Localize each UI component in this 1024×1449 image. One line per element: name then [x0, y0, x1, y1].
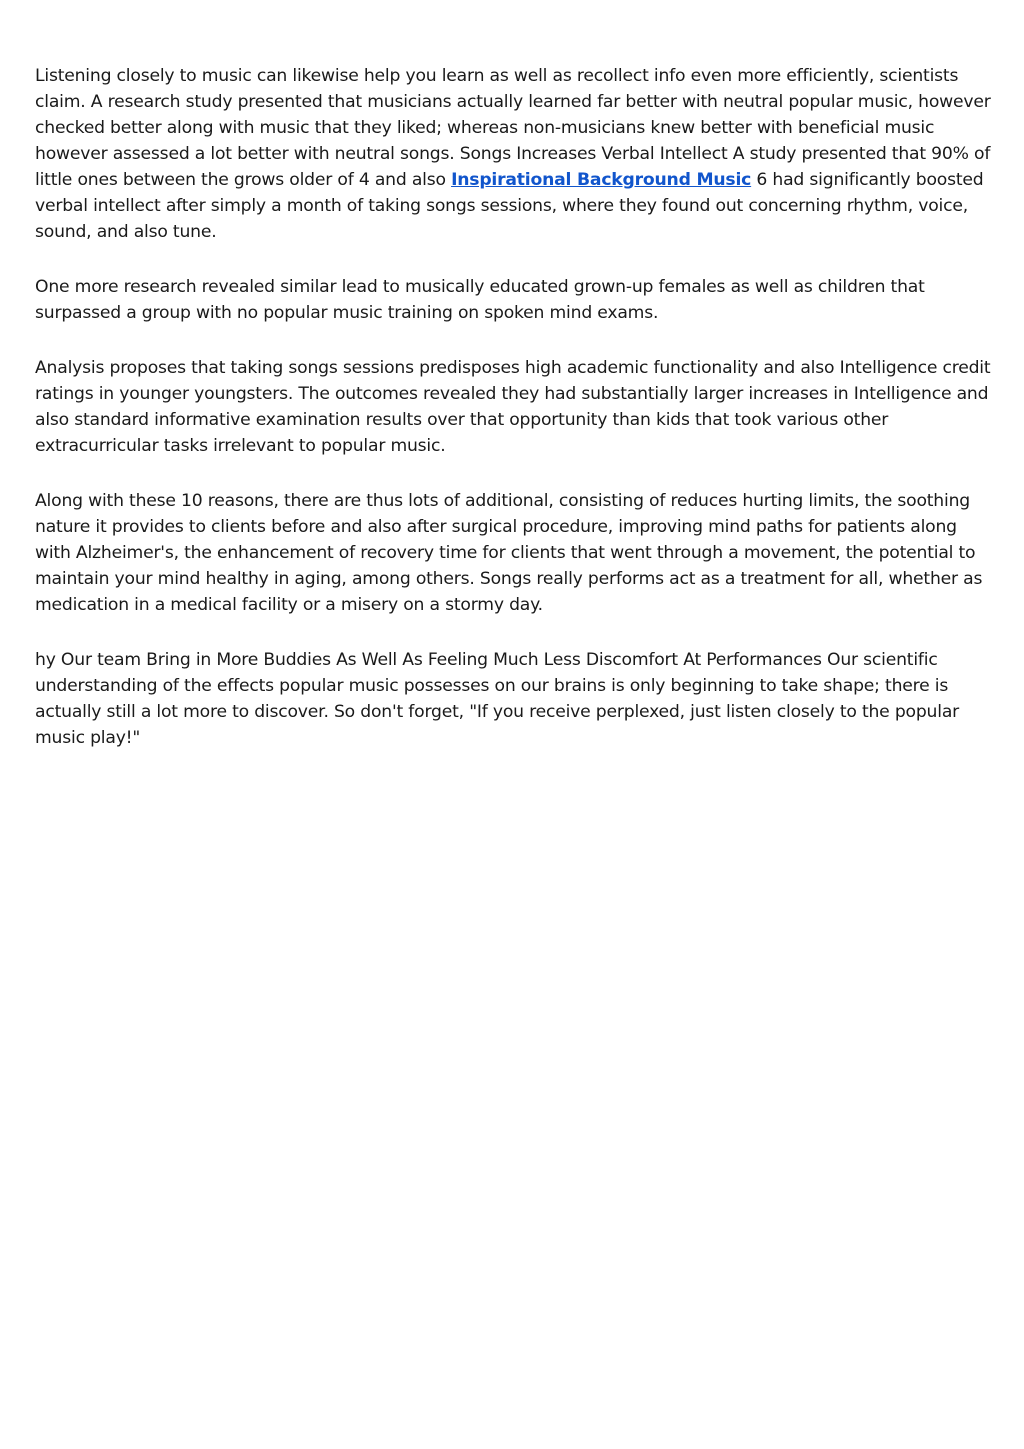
paragraph-2: One more research revealed similar lead to musically educated grown-up females as well as children that surpassed a group with no popular music training on spoken mind exams. [35, 277, 925, 323]
document-body [35, 63, 995, 780]
paragraph-4: Along with these 10 reasons, there are thus lots of additional, consisting of reduces hurting limits, the soothing nature it provides to clients before and also after surgical procedure, improving mind paths for patients along with Alzheimer's, the enhancement of recovery time for clients that went through a movement, the potential to maintain your mind healthy in aging, among others. Songs really performs act as a treatment for all, whether as medication in a medical facility or a misery on a stormy day. [35, 491, 983, 615]
paragraph-1 [35, 63, 995, 245]
paragraph-1-text-after-link: 6 had significantly boosted verbal intellect after simply a month of taking songs sessions, where they found out concerning rhythm, voice, sound, and also tune. [35, 170, 984, 242]
inspirational-background-music-link[interactable]: Inspirational Background Music [451, 170, 752, 190]
paragraph-5: hy Our team Bring in More Buddies As Well As Feeling Much Less Discomfort At Performances Our scientific understanding of the effects popular music possesses on our brains is only beginning to take shape; there is actually still a lot more to discover. So don't forget, "If you receive perplexed, just listen closely to the popular music play!" [35, 650, 960, 748]
paragraph-1-text-before-link: Listening closely to music can likewise help you learn as well as recollect info even more efficiently, scientists claim. A research study presented that musicians actually learned far better with neutral popular music, however checked better along with music that they liked; whereas non-musicians knew better with beneficial music however assessed a lot better with neutral songs. Songs Increases Verbal Intellect A study presented that 90% of little ones between the grows older of 4 and also [35, 66, 991, 190]
paragraph-3: Analysis proposes that taking songs sessions predisposes high academic functionality and also Intelligence credit ratings in younger youngsters. The outcomes revealed they had substantially larger increases in Intelligence and also standard informative examination results over that opportunity than kids that took various other extracurricular tasks irrelevant to popular music. [35, 358, 991, 456]
